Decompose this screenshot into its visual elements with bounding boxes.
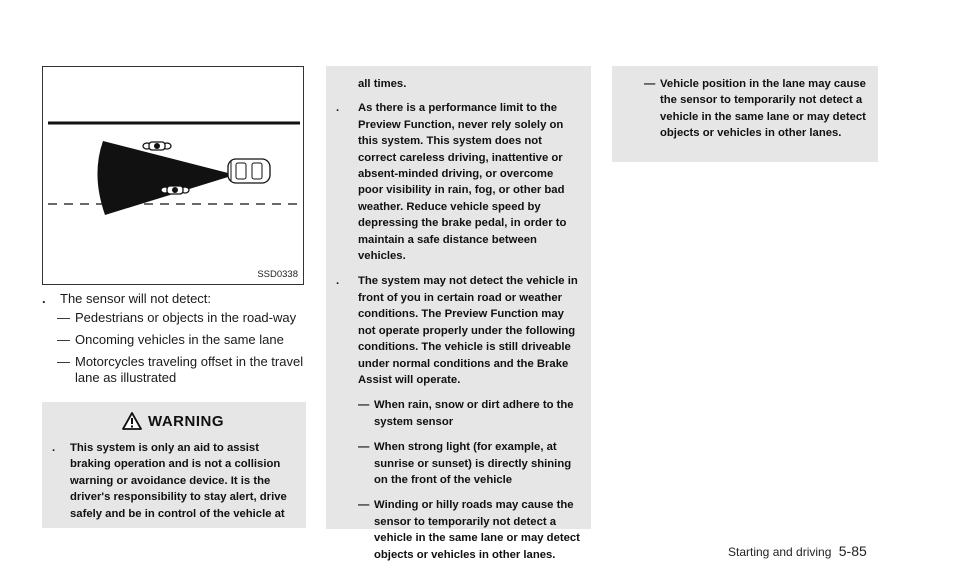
list-item bbox=[42, 332, 307, 348]
dash-icon: — bbox=[358, 399, 370, 412]
sensor-limitations-list bbox=[42, 291, 307, 392]
warning-subitem-text: When rain, snow or dirt adhere to the system sensor bbox=[374, 399, 574, 428]
warning-box bbox=[42, 402, 306, 528]
bullet-icon: . bbox=[52, 442, 56, 454]
dash-icon: — bbox=[57, 310, 70, 325]
dash-icon: — bbox=[358, 441, 370, 454]
warning-subitem-text: Vehicle position in the lane may cause the sensor to temporarily not detect a vehicle in the same lane or may detect objects or vehicles in other lanes. bbox=[660, 78, 866, 140]
sensor-diagram bbox=[43, 67, 305, 286]
list-item bbox=[42, 291, 307, 307]
warning-header bbox=[52, 412, 294, 430]
motorcycle-icon bbox=[143, 142, 171, 150]
dash-icon: — bbox=[57, 332, 70, 347]
warning-continued-box bbox=[326, 66, 591, 561]
bullet-icon: . bbox=[336, 275, 340, 288]
bullet-icon: . bbox=[42, 291, 46, 306]
figure-caption: SSD0338 bbox=[257, 269, 298, 280]
section-name: Starting and driving bbox=[728, 545, 832, 559]
dash-icon: — bbox=[644, 78, 656, 90]
dash-icon: — bbox=[57, 354, 70, 369]
page-number: 5-85 bbox=[838, 543, 867, 559]
sensor-illustration bbox=[42, 66, 304, 285]
warning-title: WARNING bbox=[148, 412, 224, 430]
list-item-text: The sensor will not detect: bbox=[60, 291, 212, 306]
continuation-text: all times. bbox=[358, 78, 407, 90]
warning-subitem-text: When strong light (for example, at sunrise or sunset) is directly shining on the front of the vehicle bbox=[374, 441, 572, 486]
list-item bbox=[42, 310, 307, 326]
warning-item bbox=[336, 273, 581, 388]
warning-subitem bbox=[622, 76, 868, 142]
warning-continued-box-right bbox=[612, 66, 878, 162]
list-item bbox=[42, 354, 307, 386]
warning-subitem bbox=[336, 397, 581, 430]
bullet-icon: . bbox=[336, 102, 340, 115]
list-item-text: Oncoming vehicles in the same lane bbox=[75, 332, 284, 347]
warning-subitem bbox=[336, 497, 581, 563]
warning-subitem bbox=[336, 439, 581, 488]
warning-text: As there is a performance limit to the Preview Function, never rely solely on this system. This system does not correct careless driving, inattentive or absent-minded driving, or overcome poor visibility in rain, fog, or other bad weather. Reduce vehicle speed by depressing the brake pedal, in order to maintain a safe distance between vehicles. bbox=[358, 102, 567, 263]
warning-item bbox=[336, 100, 581, 264]
warning-text: This system is only an aid to assist braking operation and is not a collision warning or avoidance device. It is the driver's responsibility to stay alert, drive safely and be in control of the vehicle at bbox=[70, 442, 287, 520]
dash-icon: — bbox=[358, 499, 370, 512]
motorcycle-icon bbox=[161, 186, 189, 194]
warning-triangle-icon bbox=[122, 412, 142, 430]
warning-subitem-text: Winding or hilly roads may cause the sensor to temporarily not detect a vehicle in the same lane or may detect objects or vehicles in other lanes. bbox=[374, 499, 580, 561]
list-item-text: Motorcycles traveling offset in the travel lane as illustrated bbox=[75, 354, 304, 385]
list-item-text: Pedestrians or objects in the road-way bbox=[75, 310, 297, 325]
vehicle-icon bbox=[228, 159, 270, 183]
page-footer bbox=[728, 543, 867, 559]
warning-item bbox=[52, 440, 294, 522]
warning-text: The system may not detect the vehicle in front of you in certain road or weather conditions. The Preview Function may not operate properly under the following conditions. The vehicle is still driveable under normal conditions and the Brake Assist will operate. bbox=[358, 275, 578, 386]
